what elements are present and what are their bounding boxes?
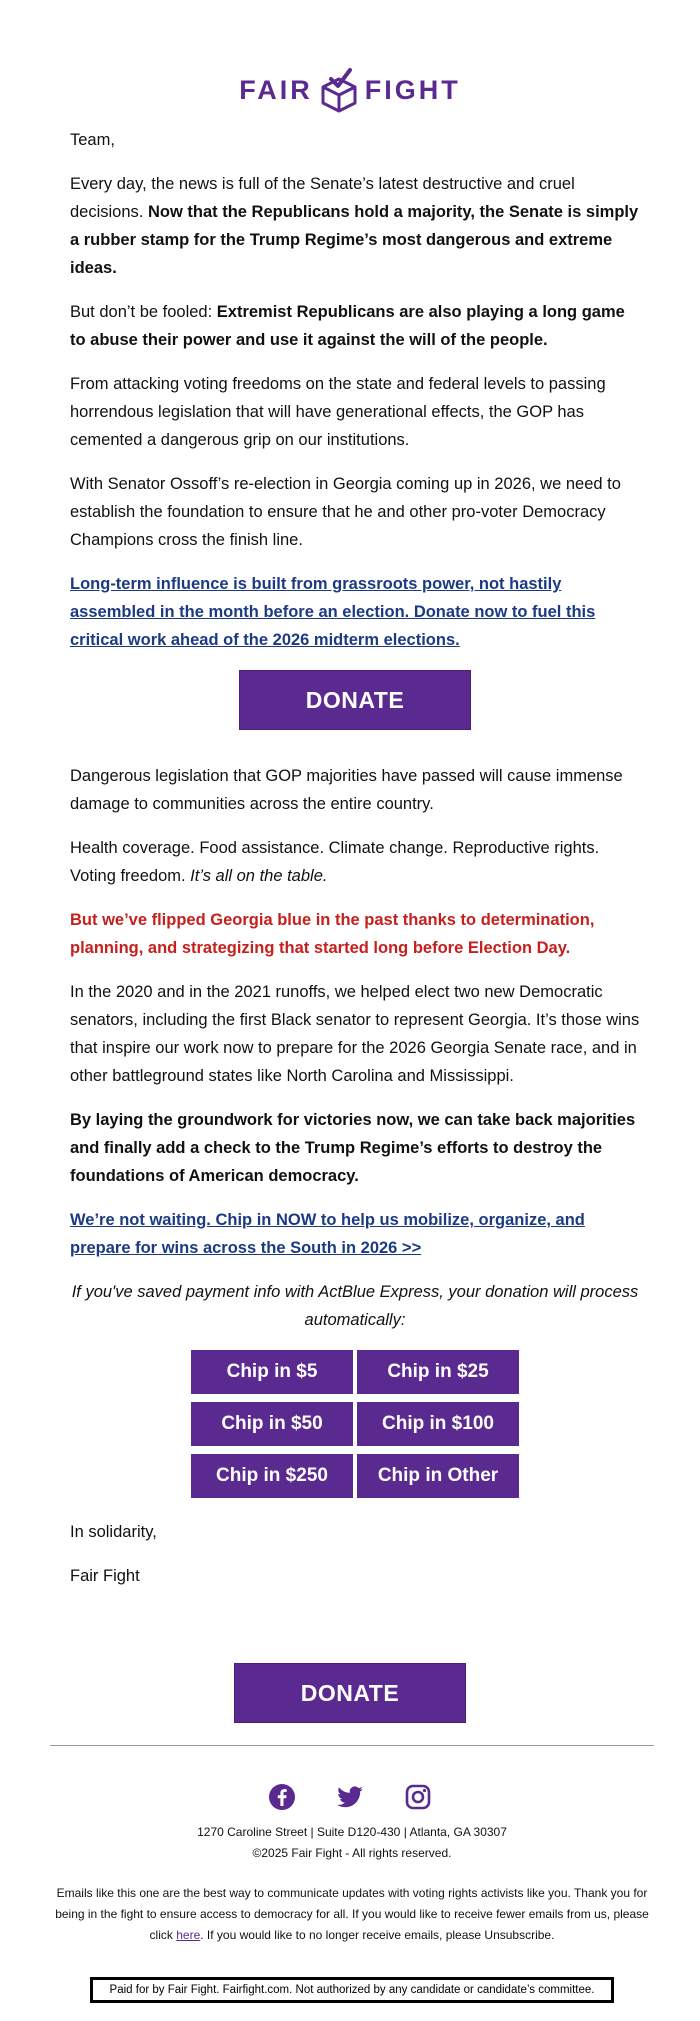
ballot-box-check-icon <box>319 67 359 113</box>
chip-in-250-button[interactable]: Chip in $250 <box>191 1454 353 1498</box>
paragraph-ossoff: With Senator Ossoff’s re-election in Georgia coming up in 2026, we need to establish the foundation to ensure that he and other pro-voter Democracy Champions cross the finish line. <box>70 475 621 549</box>
paragraph-flipped-georgia: But we’ve flipped Georgia blue in the past thanks to determination, planning, and strategizing that started long before Election Day. <box>70 911 595 957</box>
chip-in-text-link[interactable]: We’re not waiting. Chip in NOW to help us mobilize, organize, and prepare for wins across the South in 2026 >> <box>70 1211 585 1257</box>
paragraph-long-game: But don’t be fooled: Extremist Republicans are also playing a long game to abuse their power and use it against the will of the people. <box>70 303 625 349</box>
logo-word-right: FIGHT <box>364 74 461 105</box>
chip-in-25-button[interactable]: Chip in $25 <box>357 1350 519 1394</box>
fewer-emails-link[interactable]: here <box>176 1928 201 1942</box>
paragraph-on-the-table: Health coverage. Food assistance. Climate change. Reproductive rights. Voting freedom. It’s all on the table. <box>70 839 600 885</box>
footer-address-block <box>50 1822 654 1864</box>
footer-address: 1270 Caroline Street | Suite D120-430 | Atlanta, GA 30307 <box>197 1825 507 1839</box>
email-body <box>70 126 640 1606</box>
donate-text-link[interactable]: Long-term influence is built from grassroots power, not hastily assembled in the month before an election. Donate now to fuel this critical work ahead of the 2026 midterm elections. <box>70 575 596 649</box>
paragraph-groundwork: By laying the groundwork for victories now, we can take back majorities and finally add a check to the Trump Regime’s efforts to destroy the foundations of American democracy. <box>70 1111 636 1185</box>
chip-in-50-button[interactable]: Chip in $50 <box>191 1402 353 1446</box>
logo-word-left: FAIR <box>239 74 313 105</box>
paragraph-senate: Every day, the news is full of the Senate’s latest destructive and cruel decisions. Now that the Republicans hold a majority, the Senate is simply a rubber stamp for the Trump Regime’s most dangerous and extreme ideas. <box>70 175 639 277</box>
paragraph-2020-runoffs: In the 2020 and in the 2021 runoffs, we helped elect two new Democratic senators, including the first Black senator to represent Georgia. It’s those wins that inspire our work now to prepare for the 2026 Georgia Senate race, and in other battleground states like North Carolina and Mississippi. <box>70 983 640 1085</box>
twitter-icon[interactable] <box>335 1782 365 1812</box>
signature: Fair Fight <box>70 1567 140 1585</box>
greeting: Team, <box>70 131 115 149</box>
header-logo[interactable] <box>0 62 700 118</box>
actblue-note: If you've saved payment info with ActBlue Express, your donation will process automatically: <box>71 1283 639 1329</box>
donate-link-paragraph <box>70 570 640 654</box>
paragraph-dangerous-legislation: Dangerous legislation that GOP majorities have passed will cause immense damage to communities across the entire country. <box>70 767 623 813</box>
chip-in-other-button[interactable]: Chip in Other <box>357 1454 519 1498</box>
footer-copyright: ©2025 Fair Fight - All rights reserved. <box>252 1846 452 1860</box>
chip-in-5-button[interactable]: Chip in $5 <box>191 1350 353 1394</box>
chip-in-link-paragraph <box>70 1206 640 1262</box>
social-links <box>0 1782 700 1812</box>
chip-in-100-button[interactable]: Chip in $100 <box>357 1402 519 1446</box>
donate-button[interactable]: DONATE <box>239 670 471 730</box>
facebook-icon[interactable] <box>267 1782 297 1812</box>
footer-notice: Emails like this one are the best way to communicate updates with voting rights activists like you. Thank you for being in the fight to ensure access to democracy for all. If you would like to receive fewer emails from us, please click here. If you would like to no longer receive emails, please Unsubscribe. <box>55 1886 649 1942</box>
footer-donate-button[interactable]: DONATE <box>234 1663 466 1723</box>
paid-for-disclaimer: Paid for by Fair Fight. Fairfight.com. Not authorized by any candidate or candidate’s committee. <box>90 1977 614 2003</box>
paragraph-voting-freedoms: From attacking voting freedoms on the state and federal levels to passing horrendous legislation that will have generational effects, the GOP has cemented a dangerous grip on our institutions. <box>70 375 606 449</box>
footer-divider <box>50 1745 654 1746</box>
chip-in-grid <box>70 1350 640 1498</box>
signoff: In solidarity, <box>70 1523 157 1541</box>
instagram-icon[interactable] <box>403 1782 433 1812</box>
